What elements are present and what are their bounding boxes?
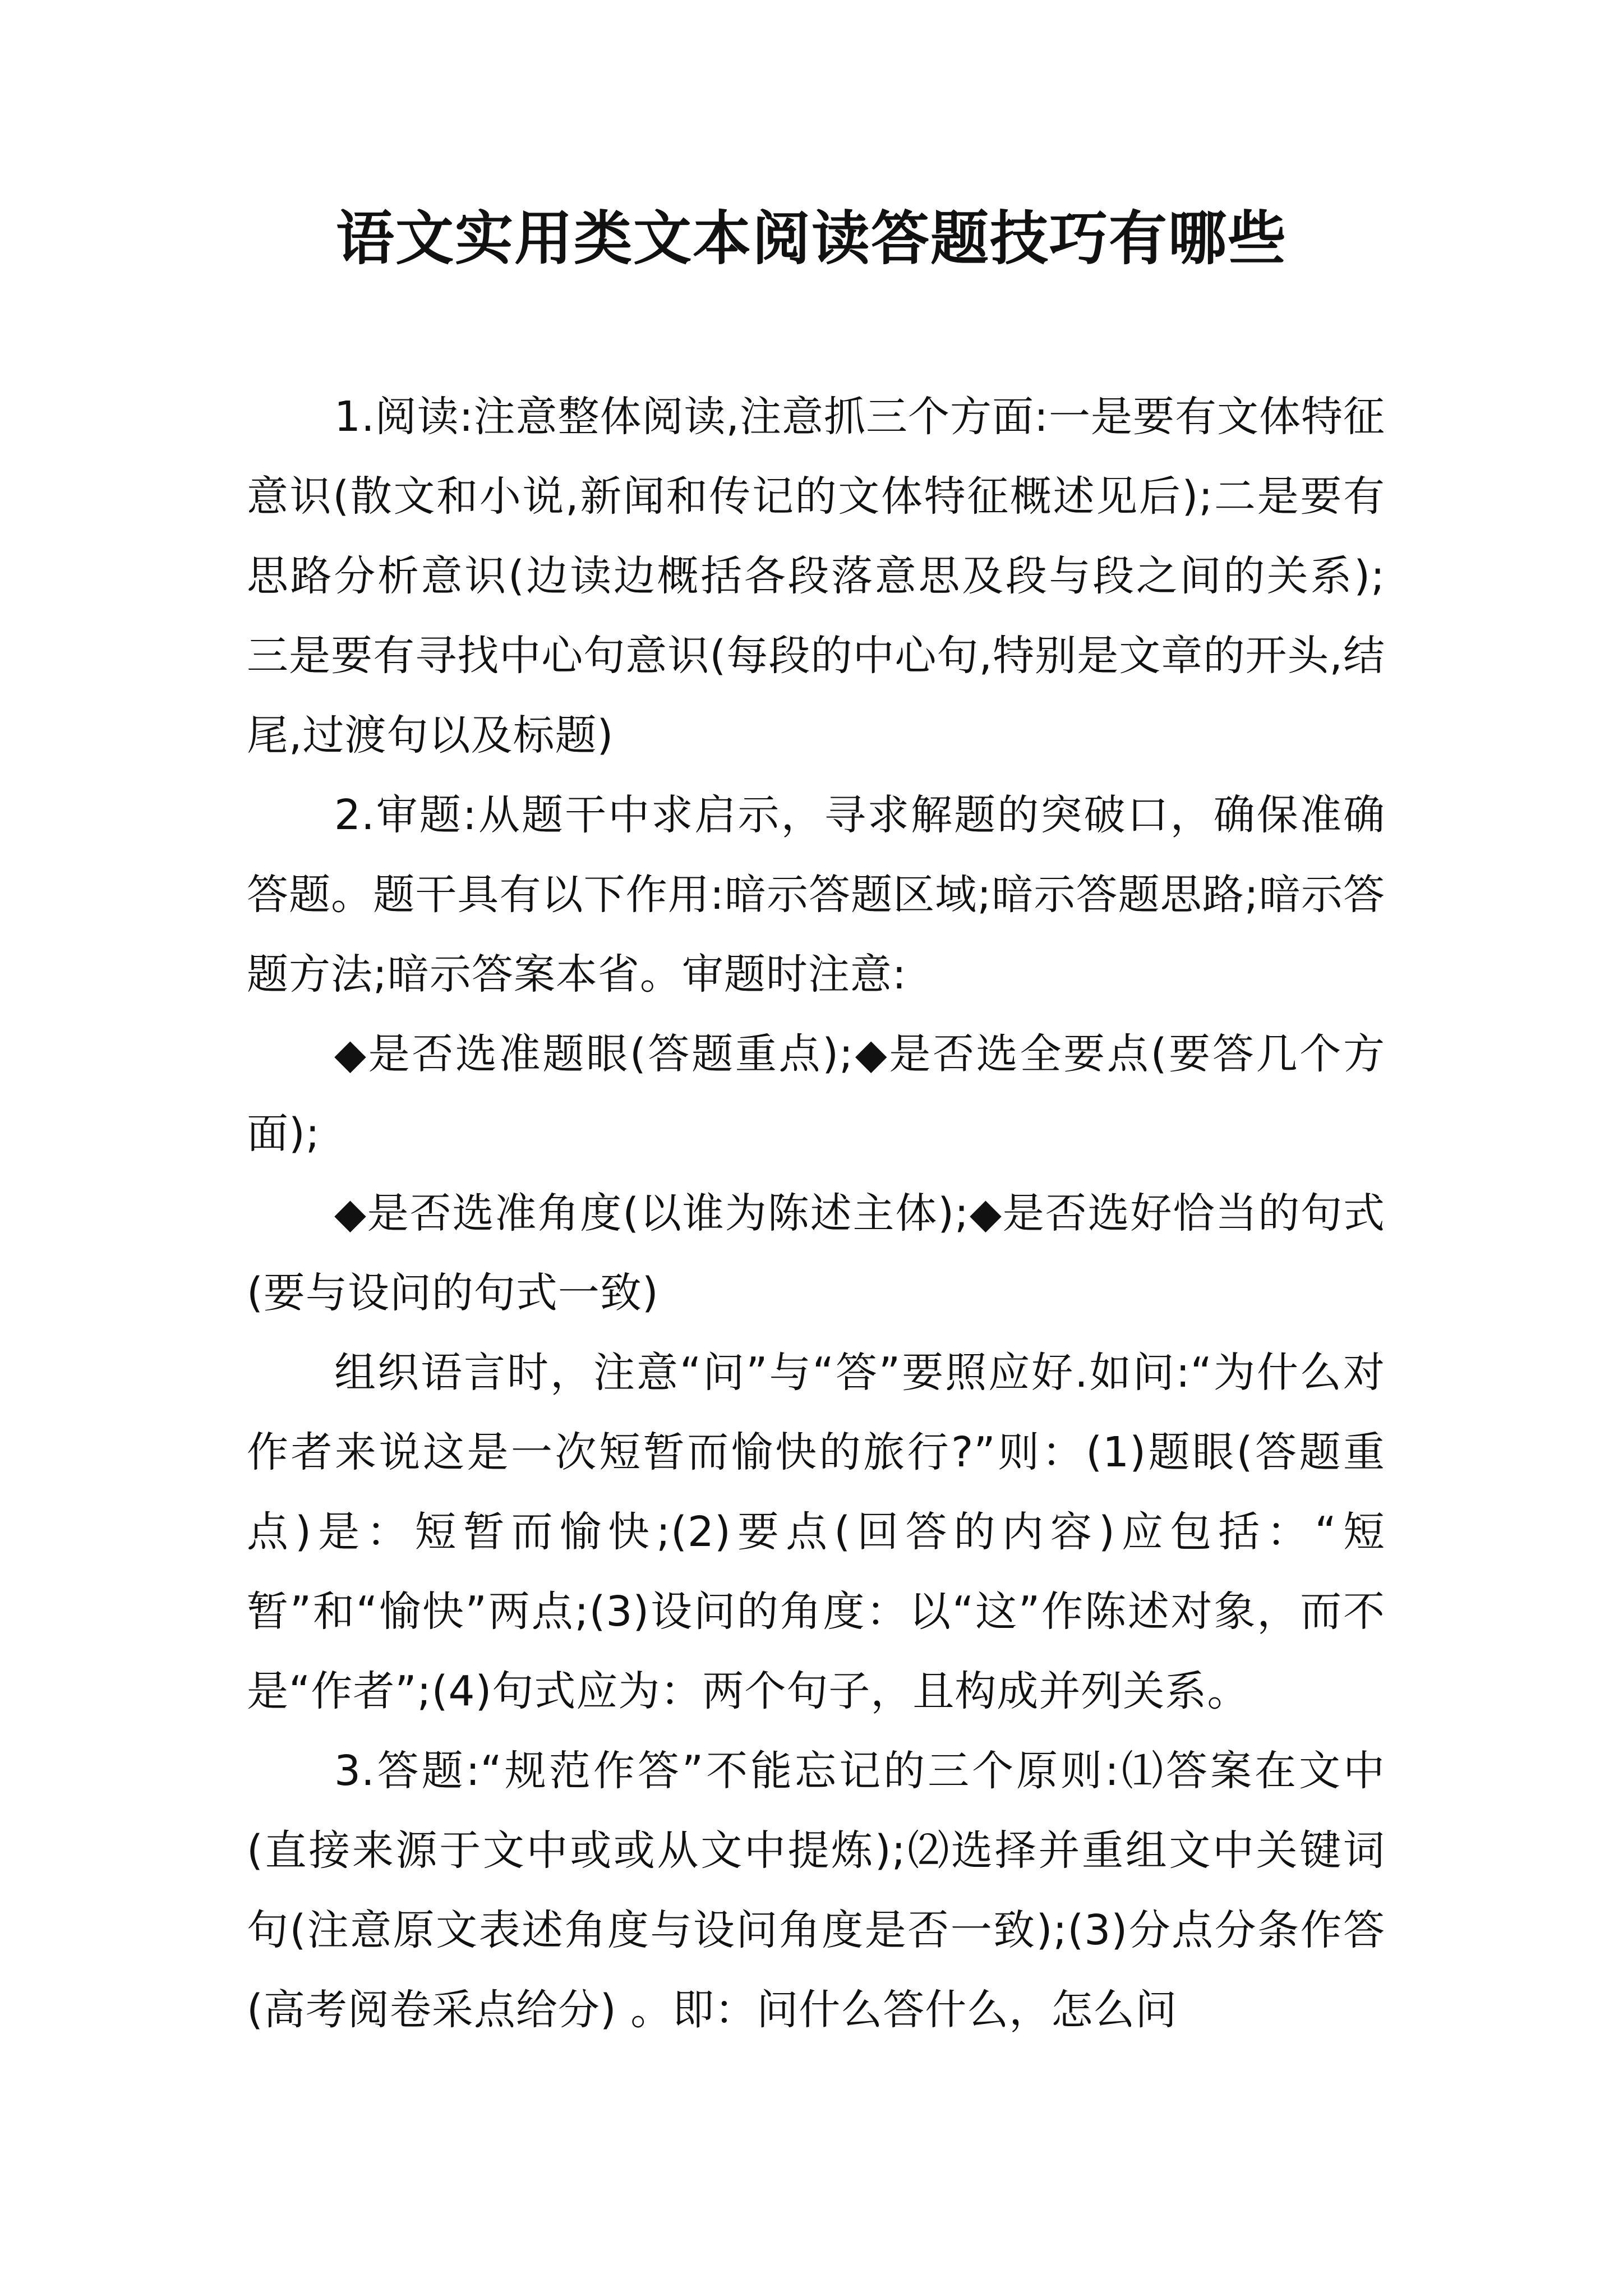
paragraph-checklist-2: ◆是否选准角度(以谁为陈述主体);◆是否选好恰当的句式(要与设问的句式一致) <box>247 1189 1385 1317</box>
paragraph-reading: 1.阅读:注意整体阅读,注意抓三个方面:一是要有文体特征意识(散文和小说,新闻和传记的文体特征概述见后);二是要有思路分析意识(边读边概括各段落意思及段与段之间的关系);三是要有寻找中心句意识(每段的中心句,特别是文章的开头,结尾,过渡句以及标题) <box>247 393 1385 760</box>
paragraph-language-organization: 组织语言时，注意“问”与“答”要照应好.如问:“为什么对作者来说这是一次短暂而愉快的旅行?”则：(1)题眼(答题重点)是：短暂而愉快;(2)要点(回答的内容)应包括：“短暂”和“愉快”两点;(3)设问的角度：以“这”作陈述对象，而不是“作者”;(4)句式应为：两个句子，且构成并列关系。 <box>247 1349 1385 1715</box>
paragraph-answering: 3.答题:“规范作答”不能忘记的三个原则:⑴答案在文中(直接来源于文中或或从文中提炼);⑵选择并重组文中关键词句(注意原文表述角度与设问角度是否一致);(3)分点分条作答(高考阅卷采点给分) 。即：问什么答什么，怎么问 <box>247 1747 1385 2034</box>
document-title: 语文实用类文本阅读答题技巧有哪些 <box>335 204 1287 273</box>
document-body <box>247 377 1385 2050</box>
paragraph-checklist-1: ◆是否选准题眼(答题重点);◆是否选全要点(要答几个方面); <box>247 1030 1385 1158</box>
paragraph-question-review: 2.审题:从题干中求启示，寻求解题的突破口，确保准确答题。题干具有以下作用:暗示答题区域;暗示答题思路;暗示答题方法;暗示答案本省。审题时注意: <box>247 791 1385 999</box>
